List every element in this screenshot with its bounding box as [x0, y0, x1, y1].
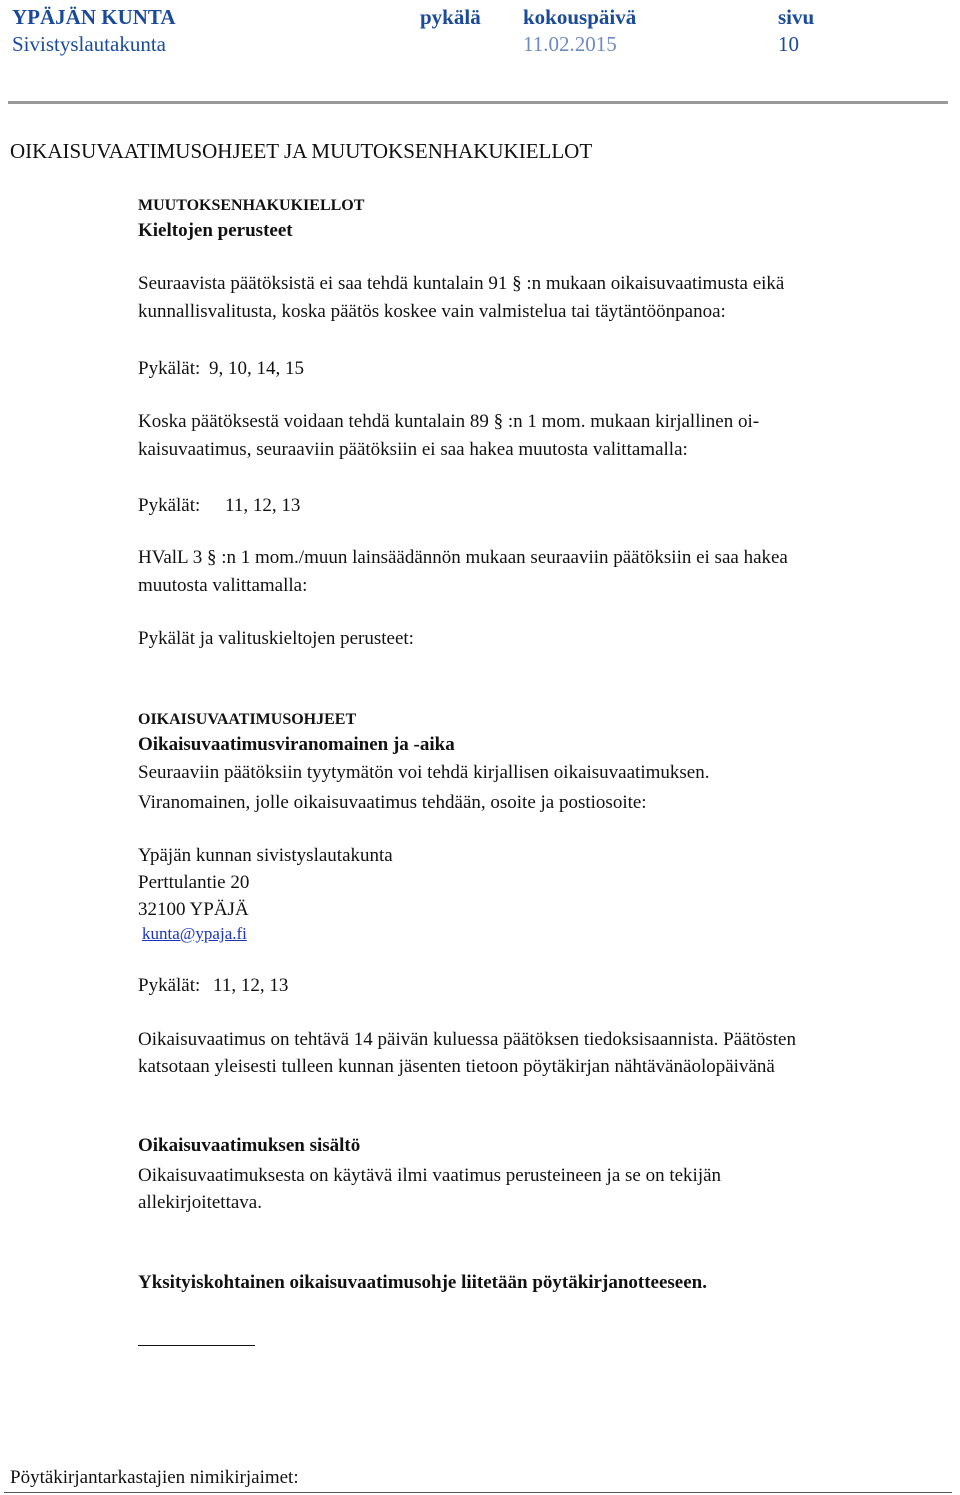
- pykalat-row-1: [138, 355, 304, 382]
- page-title: OIKAISUVAATIMUSOHJEET JA MUUTOKSENHAKUKIELLOT: [10, 139, 593, 163]
- column-label-sivu: sivu: [778, 5, 815, 29]
- org-name: YPÄJÄN KUNTA: [12, 5, 176, 29]
- paragraph-line: Oikaisuvaatimuksesta on käytävä ilmi vaatimus perusteineen ja se on tekijän: [138, 1165, 722, 1186]
- pykalat-value: 11, 12, 13: [213, 975, 289, 996]
- paragraph-line: allekirjoitettava.: [138, 1192, 262, 1213]
- subheading-sisalto: Oikaisuvaatimuksen sisältö: [138, 1135, 361, 1156]
- address-street: Perttulantie 20: [138, 872, 250, 893]
- column-label-pykala: pykälä: [420, 5, 481, 29]
- pykalat-row-2: [138, 492, 300, 519]
- pykalat-grounds: Pykälät ja valituskieltojen perusteet:: [138, 628, 414, 649]
- paragraph-line: kunnallisvalitusta, koska päätös koskee vain valmistelua tai täytäntöönpanoa:: [138, 301, 726, 322]
- pykalat-value: 9, 10, 14, 15: [209, 358, 305, 379]
- column-label-kokouspaiva: kokouspäivä: [523, 5, 637, 29]
- paragraph-line: muutosta valittamalla:: [138, 575, 308, 596]
- closing-statement: Yksityiskohtainen oikaisuvaatimusohje liitetään pöytäkirjanotteeseen.: [138, 1272, 707, 1293]
- footer-label: Pöytäkirjantarkastajien nimikirjaimet:: [10, 1467, 299, 1488]
- paragraph-line: kaisuvaatimus, seuraaviin päätöksiin ei saa hakea muutosta valittamalla:: [138, 439, 688, 460]
- email-link[interactable]: kunta@ypaja.fi: [142, 924, 247, 943]
- paragraph-line: Koska päätöksestä voidaan tehdä kuntalain 89 § :n 1 mom. mukaan kirjallinen oi-: [138, 411, 760, 432]
- page-number: 10: [778, 32, 799, 56]
- paragraph-line: Oikaisuvaatimus on tehtävä 14 päivän kuluessa päätöksen tiedoksisaannista. Päätösten: [138, 1029, 796, 1050]
- pykalat-label: Pykälät:: [138, 975, 201, 996]
- subheading-kieltojen-perusteet: Kieltojen perusteet: [138, 220, 293, 241]
- address-name: Ypäjän kunnan sivistyslautakunta: [138, 845, 393, 866]
- paragraph-line: HValL 3 § :n 1 mom./muun lainsäädännön mukaan seuraaviin päätöksiin ei saa hakea: [138, 547, 788, 568]
- footer-rule: [4, 1492, 952, 1493]
- subheading-viranomainen: Oikaisuvaatimusviranomainen ja -aika: [138, 734, 455, 755]
- paragraph-line: Viranomainen, jolle oikaisuvaatimus tehdään, osoite ja postiosoite:: [138, 792, 647, 813]
- address-post: 32100 YPÄJÄ: [138, 899, 249, 920]
- pykalat-row-3: [138, 972, 288, 999]
- paragraph-line: katsotaan yleisesti tulleen kunnan jäsenten tietoon pöytäkirjan nähtävänäolopäivänä: [138, 1056, 775, 1077]
- paragraph-line: Seuraavista päätöksistä ei saa tehdä kuntalain 91 § :n mukaan oikaisuvaatimusta eikä: [138, 273, 785, 294]
- meeting-date: 11.02.2015: [523, 32, 617, 56]
- committee-name: Sivistyslautakunta: [12, 32, 166, 56]
- paragraph-line: Seuraaviin päätöksiin tyytymätön voi tehdä kirjallisen oikaisuvaatimuksen.: [138, 762, 710, 783]
- signature-line: [138, 1345, 255, 1346]
- section-heading-oikaisuvaatimusohjeet: OIKAISUVAATIMUSOHJEET: [138, 711, 357, 728]
- pykalat-value: 11, 12, 13: [225, 495, 301, 516]
- header-divider: [8, 101, 948, 104]
- pykalat-label: Pykälät:: [138, 358, 201, 379]
- section-heading-muutoksenhakukiellot: MUUTOKSENHAKUKIELLOT: [138, 197, 365, 214]
- pykalat-label: Pykälät:: [138, 495, 201, 516]
